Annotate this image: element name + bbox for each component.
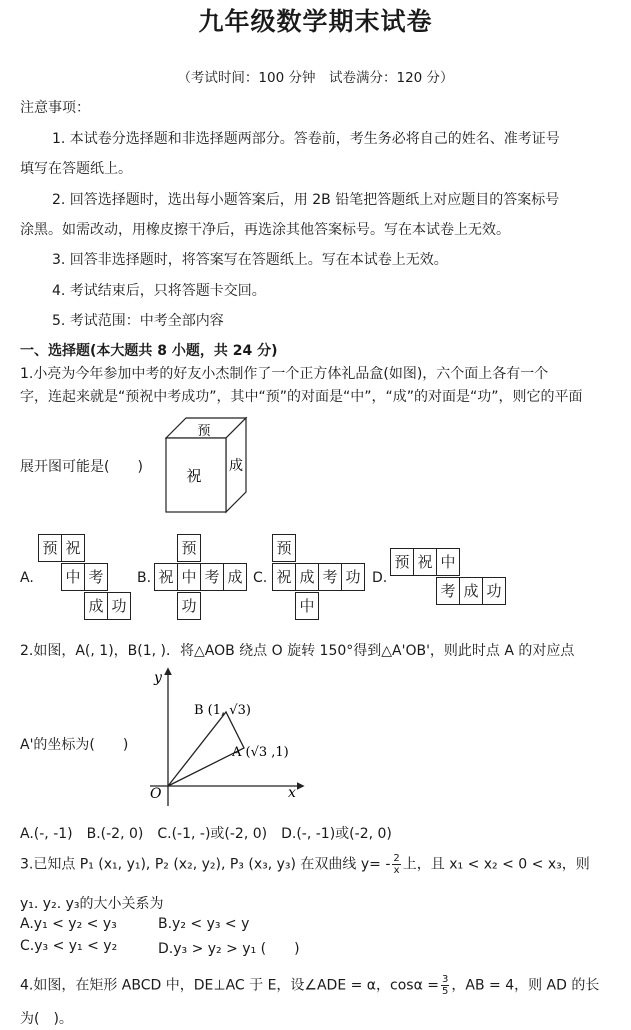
net-a-cell: 成 [84,592,108,620]
net-c-cell: 成 [295,563,319,591]
point-a-label: A (√3 ,1) [232,745,289,760]
net-b-cell: 预 [177,534,201,562]
net-b-cell: 考 [200,563,224,591]
cube-figure [160,414,250,514]
net-b-cell: 功 [177,592,201,620]
q2-options: A.(-, -1) B.(-2, 0) C.(-1, -)或(-2, 0) D.(-, -1)或(-2, 0) [20,826,392,842]
option-d-label: D. [372,570,388,586]
net-c-cell: 考 [318,563,342,591]
q4-line-2: 为( )。 [20,1011,73,1027]
notice-item-5: 5. 考试范围：中考全部内容 [52,313,224,329]
y-axis-label: y [154,670,162,686]
page-title: 九年级数学期末试卷 [198,7,433,36]
point-b-label: B (1, √3) [194,703,251,718]
q3-line-1: 3.已知点 P₁ (x₁, y₁), P₂ (x₂, y₂), P₃ (x₃, y₃) 在双曲线 y= - $\frac{2}{x}$ 上，且 x₁ < x₂ < 0 < x₃，则 [20,853,590,876]
option-b-label: B. [137,570,152,586]
net-a-cell: 预 [38,534,62,562]
net-a-cell: 考 [84,563,108,591]
notice-heading: 注意事项： [20,100,90,116]
net-d-cell: 祝 [413,548,437,576]
q4-fraction: $\frac{3}{5}$ [442,974,449,997]
notice-item-1: 1. 本试卷分选择题和非选择题两部分。答卷前，考生务必将自己的姓名、准考证号 [52,131,560,147]
net-d-cell: 功 [482,577,506,605]
notice-item-1-cont: 填写在答题纸上。 [20,161,132,177]
cube-right-face: 成 [229,458,243,474]
net-d-cell: 预 [390,548,414,576]
q1-line-2: 字，连起来就是“预祝中考成功”，其中“预”的对面是“中”，“成”的对面是“功”，则它的平面 [20,389,583,405]
q3-line-2: y₁. y₂. y₃的大小关系为 [20,896,164,912]
q1-line-3: 展开图可能是( ) [20,459,143,475]
notice-item-4: 4. 考试结束后，只将答题卡交回。 [52,283,266,299]
q3-option-a: A.y₁ < y₂ < y₃ [20,916,117,932]
net-a-cell: 中 [61,563,85,591]
net-b-cell: 祝 [154,563,178,591]
net-c-cell: 预 [272,534,296,562]
section-heading: 一、选择题(本大题共 8 小题，共 24 分) [20,343,278,359]
q3-fraction: $\frac{2}{x}$ [393,853,400,876]
option-a-label: A. [20,570,34,586]
notice-item-2: 2. 回答选择题时，选出每小题答案后，用 2B 铅笔把答题纸上对应题目的答案标号 [52,192,560,208]
net-b-cell: 中 [177,563,201,591]
net-a-cell: 祝 [61,534,85,562]
net-d-cell: 成 [459,577,483,605]
q4-line-1: 4.如图，在矩形 ABCD 中，DE⊥AC 于 E，设∠ADE = α，cosα = $\frac{3}{5}$ ，AB = 4，则 AD 的长 [20,974,600,997]
q1-line-1: 1.小亮为今年参加中考的好友小杰制作了一个正方体礼品盒(如图)，六个面上各有一个 [20,366,549,382]
net-d-cell: 中 [436,548,460,576]
option-c-label: C. [253,570,268,586]
origin-label: O [150,786,162,802]
net-c-cell: 功 [341,563,365,591]
notice-item-2-cont: 涂黑。如需改动，用橡皮擦干净后，再选涂其他答案标号。写在本试卷上无效。 [20,222,510,238]
coordinate-figure [140,664,310,810]
net-c-cell: 祝 [272,563,296,591]
net-b-cell: 成 [223,563,247,591]
net-c-cell: 中 [295,592,319,620]
q3-option-d: D.y₃ > y₂ > y₁ ( ) [158,941,300,957]
q3-option-b: B.y₂ < y₃ < y [158,916,250,932]
q2-line-1: 2.如图，A(, 1)，B(1, )．将△AOB 绕点 O 旋转 150°得到△A'OB'，则此时点 A 的对应点 [20,643,575,659]
exam-info: （考试时间：100 分钟 试卷满分：120 分） [177,70,454,86]
cube-front-face: 祝 [186,467,202,485]
cube-top-face: 预 [197,424,211,439]
x-axis-label: x [288,785,296,801]
net-d-cell: 考 [436,577,460,605]
net-a-cell: 功 [107,592,131,620]
q2-line-2: A'的坐标为( ) [20,737,129,753]
q3-option-c: C.y₃ < y₁ < y₂ [20,938,118,954]
notice-item-3: 3. 回答非选择题时，将答案写在答题纸上。写在本试卷上无效。 [52,252,448,268]
